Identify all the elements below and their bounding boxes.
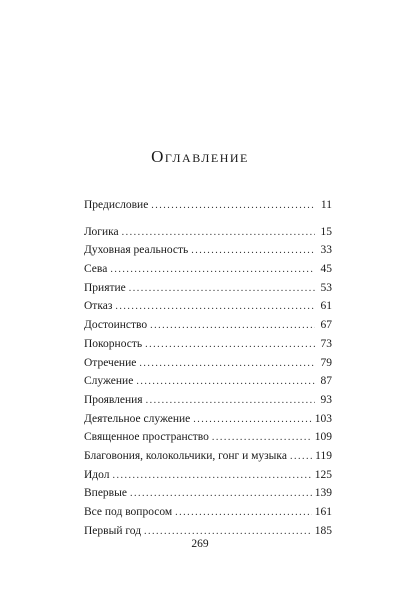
toc-entry-page: 87 — [320, 375, 332, 388]
toc-entry-title: Покорность — [84, 337, 143, 350]
toc-entry-page: 11 — [320, 199, 332, 211]
toc-entry-title: Все под вопросом — [84, 506, 173, 518]
toc-entry-title: Благовония, колокольчики, гонг и музыка — [84, 449, 287, 462]
toc-entry-title: Приятие — [84, 281, 126, 294]
toc-entry-page: 45 — [320, 263, 332, 276]
dot-leader — [113, 467, 312, 486]
toc-entry-title: Проявления — [84, 393, 143, 406]
toc-entry-page: 93 — [320, 393, 332, 406]
toc-entry — [84, 410, 332, 429]
toc-entry — [84, 260, 332, 279]
dot-leader — [191, 242, 315, 261]
toc-entry — [84, 503, 332, 522]
dot-leader — [136, 373, 315, 392]
toc-entry-title: Служение — [84, 375, 134, 388]
page-number: 269 — [191, 538, 209, 550]
toc-entry-title: Идол — [84, 468, 110, 481]
toc-entry-title: Достоинство — [84, 319, 148, 332]
toc-entry-title: Деятельное служение — [84, 412, 191, 425]
dot-leader — [193, 411, 311, 430]
toc-entry-title: Духовная реальность — [84, 244, 189, 257]
toc-entry-title: Предисловие — [84, 199, 149, 211]
toc-entry-title: Священное пространство — [84, 431, 209, 444]
dot-leader — [146, 392, 315, 411]
toc-entry — [84, 484, 332, 503]
dot-leader — [122, 224, 315, 243]
toc-entry-page: 109 — [314, 431, 332, 444]
page-title: Оглавление — [151, 147, 249, 166]
toc-entry-page: 79 — [320, 356, 332, 369]
dot-leader — [115, 298, 315, 317]
toc-entry-title: Отказ — [84, 300, 113, 313]
toc-entry-page: 119 — [315, 449, 332, 462]
dot-leader — [151, 197, 315, 216]
dot-leader — [150, 317, 315, 336]
dot-leader — [129, 280, 315, 299]
toc-entry — [84, 223, 332, 242]
toc-entry — [84, 335, 332, 354]
toc-entry-page: 53 — [320, 281, 332, 294]
toc-entry-title: Логика — [84, 225, 119, 238]
toc-entry — [84, 447, 332, 466]
dot-leader — [145, 336, 315, 355]
toc-entry-page: 15 — [320, 225, 332, 238]
toc-entry — [84, 316, 332, 335]
toc-entry — [84, 297, 332, 316]
toc-entry-page: 139 — [314, 487, 332, 500]
dot-leader — [290, 448, 312, 467]
toc-entry-title: Впервые — [84, 487, 127, 500]
toc-entry — [84, 391, 332, 410]
toc-entry — [84, 466, 332, 485]
toc-entry — [84, 372, 332, 391]
toc-entry-page: 61 — [320, 300, 332, 313]
toc-entry-title: Первый год — [84, 524, 142, 537]
toc-entry-page: 73 — [320, 337, 332, 350]
toc-entry-page: 185 — [314, 524, 332, 537]
toc-entry-page: 33 — [320, 244, 332, 257]
toc-entry — [84, 428, 332, 447]
toc-entry-page: 67 — [320, 319, 332, 332]
toc-entry-page: 161 — [314, 506, 332, 518]
toc-entry-title: Сева — [84, 263, 108, 276]
toc-entry-title: Отречение — [84, 356, 137, 369]
dot-leader — [110, 261, 315, 280]
table-of-contents — [84, 196, 332, 540]
toc-entry-page: 103 — [314, 412, 332, 425]
dot-leader — [212, 429, 312, 448]
toc-entry-page: 125 — [314, 468, 332, 481]
dot-leader — [130, 485, 312, 504]
dot-leader — [175, 504, 312, 523]
dot-leader — [139, 355, 315, 374]
toc-entry — [84, 279, 332, 298]
toc-entry — [84, 354, 332, 373]
toc-entry — [84, 241, 332, 260]
toc-entry — [84, 196, 332, 215]
